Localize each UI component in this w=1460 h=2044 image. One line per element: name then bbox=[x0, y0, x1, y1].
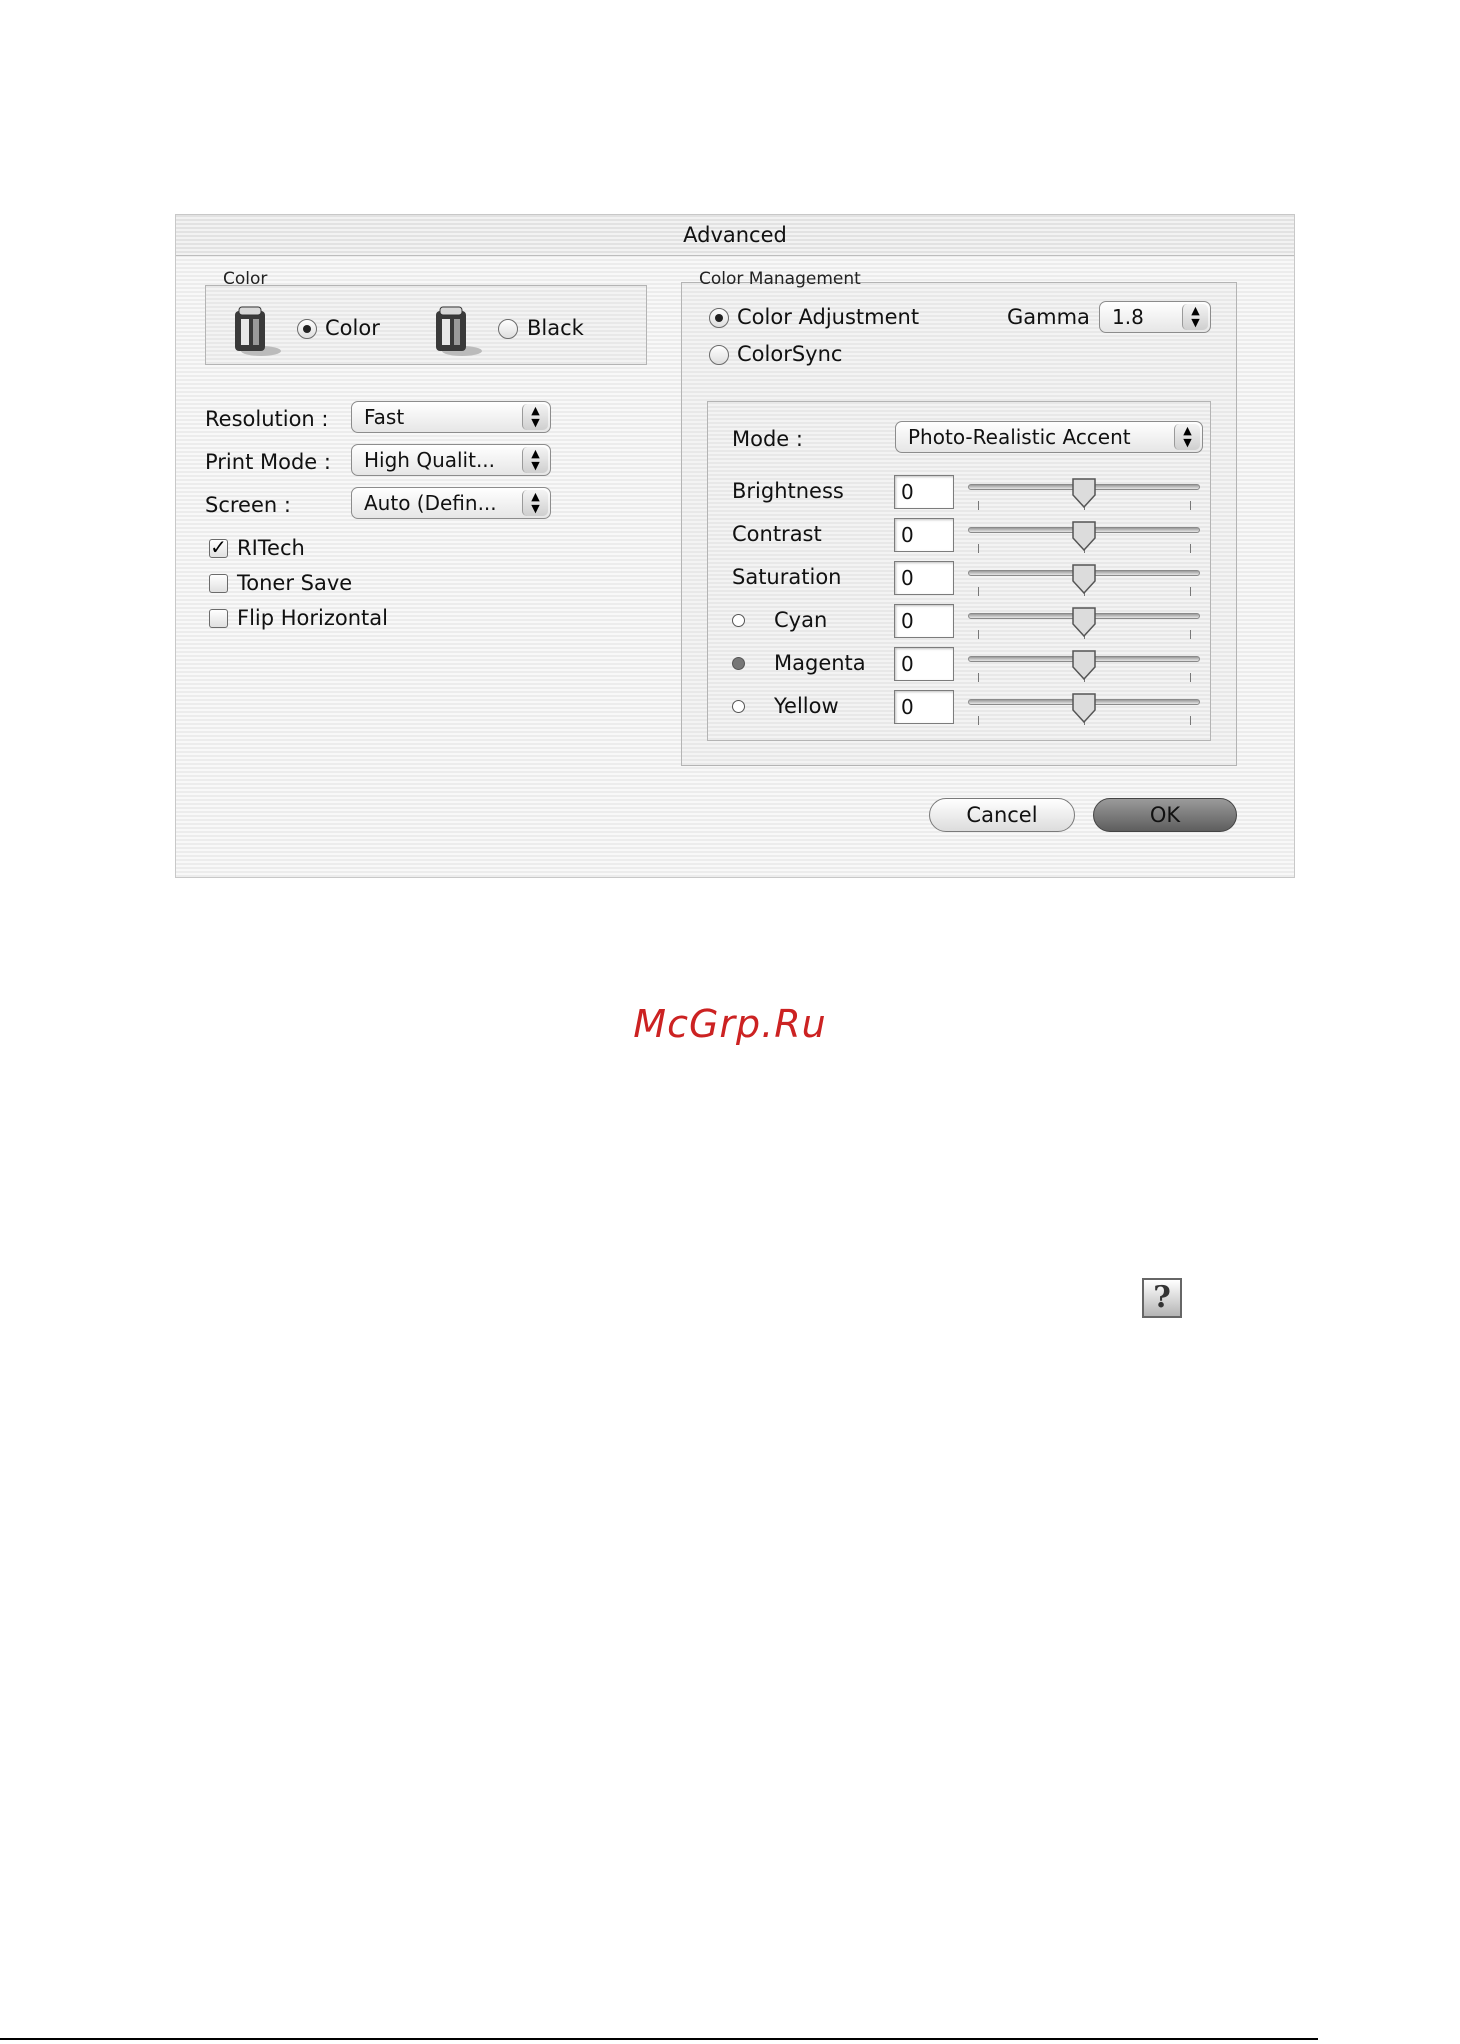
brightness-label: Brightness bbox=[732, 479, 844, 503]
contrast-value-field[interactable]: 0 bbox=[894, 518, 954, 552]
popup-arrows-icon: ▲ ▼ bbox=[522, 404, 548, 430]
color-adjustment-radio[interactable] bbox=[709, 308, 729, 328]
color-adjustment-label: Color Adjustment bbox=[737, 305, 920, 329]
slider-tick bbox=[1190, 630, 1191, 639]
slider-thumb-icon[interactable] bbox=[1071, 520, 1097, 552]
cyan-label: Cyan bbox=[774, 608, 828, 632]
gamma-label: Gamma bbox=[1007, 305, 1090, 329]
magenta-indicator-icon[interactable] bbox=[732, 657, 745, 670]
ok-button[interactable]: OK bbox=[1093, 798, 1237, 832]
brightness-slider[interactable] bbox=[968, 477, 1200, 519]
mode-value: Photo-Realistic Accent bbox=[908, 425, 1131, 449]
yellow-value-field[interactable]: 0 bbox=[894, 690, 954, 724]
flip-horizontal-label: Flip Horizontal bbox=[237, 606, 388, 630]
magenta-value-field[interactable]: 0 bbox=[894, 647, 954, 681]
ritech-label: RITech bbox=[237, 536, 305, 560]
magenta-label: Magenta bbox=[774, 651, 866, 675]
black-radio[interactable] bbox=[498, 319, 518, 339]
color-radio[interactable] bbox=[297, 319, 317, 339]
print-mode-popup[interactable] bbox=[351, 444, 551, 476]
slider-tick bbox=[978, 716, 979, 725]
gamma-value: 1.8 bbox=[1112, 305, 1144, 329]
slider-tick bbox=[978, 630, 979, 639]
black-radio-label: Black bbox=[527, 316, 584, 340]
colorsync-label: ColorSync bbox=[737, 342, 843, 366]
saturation-value-field[interactable]: 0 bbox=[894, 561, 954, 595]
watermark-text: McGrp.Ru bbox=[633, 1002, 827, 1046]
screen-value: Auto (Defin... bbox=[364, 491, 497, 515]
screen-popup[interactable] bbox=[351, 487, 551, 519]
saturation-label: Saturation bbox=[732, 565, 842, 589]
print-mode-label: Print Mode : bbox=[205, 450, 331, 474]
ink-cartridge-color-icon bbox=[231, 303, 285, 357]
slider-tick bbox=[1190, 501, 1191, 510]
flip-horizontal-checkbox[interactable] bbox=[209, 609, 228, 628]
slider-tick bbox=[978, 587, 979, 596]
slider-tick bbox=[978, 544, 979, 553]
ritech-checkbox[interactable]: ✓ bbox=[210, 535, 227, 559]
mode-label: Mode : bbox=[732, 427, 803, 451]
cancel-button[interactable]: Cancel bbox=[929, 798, 1075, 832]
advanced-dialog bbox=[175, 214, 1295, 878]
slider-thumb-icon[interactable] bbox=[1071, 649, 1097, 681]
slider-thumb-icon[interactable] bbox=[1071, 477, 1097, 509]
resolution-label: Resolution : bbox=[205, 407, 329, 431]
cyan-indicator-icon[interactable] bbox=[732, 614, 745, 627]
slider-thumb-icon[interactable] bbox=[1071, 563, 1097, 595]
gamma-popup[interactable] bbox=[1099, 301, 1211, 333]
cyan-value-field[interactable]: 0 bbox=[894, 604, 954, 638]
popup-arrows-icon: ▲ ▼ bbox=[1174, 424, 1200, 450]
slider-tick bbox=[1190, 587, 1191, 596]
ink-cartridge-black-icon bbox=[432, 303, 486, 357]
slider-tick bbox=[1190, 544, 1191, 553]
slider-thumb-icon[interactable] bbox=[1071, 606, 1097, 638]
resolution-popup[interactable] bbox=[351, 401, 551, 433]
page-bottom-rule bbox=[0, 2038, 1318, 2040]
colorsync-radio[interactable] bbox=[709, 345, 729, 365]
print-mode-value: High Qualit... bbox=[364, 448, 496, 472]
popup-arrows-icon: ▲ ▼ bbox=[522, 490, 548, 516]
popup-arrows-icon: ▲ ▼ bbox=[522, 447, 548, 473]
yellow-slider[interactable] bbox=[968, 692, 1200, 734]
resolution-value: Fast bbox=[364, 405, 405, 429]
color-group-label: Color bbox=[223, 269, 268, 289]
dialog-title: Advanced bbox=[176, 215, 1294, 256]
color-management-group-label: Color Management bbox=[699, 269, 861, 289]
yellow-indicator-icon[interactable] bbox=[732, 700, 745, 713]
screen-label: Screen : bbox=[205, 493, 291, 517]
slider-tick bbox=[1190, 716, 1191, 725]
yellow-label: Yellow bbox=[774, 694, 839, 718]
mode-popup[interactable] bbox=[895, 421, 1203, 453]
toner-save-label: Toner Save bbox=[237, 571, 353, 595]
saturation-slider[interactable] bbox=[968, 563, 1200, 605]
slider-tick bbox=[978, 673, 979, 682]
magenta-slider[interactable] bbox=[968, 649, 1200, 691]
brightness-value-field[interactable]: 0 bbox=[894, 475, 954, 509]
slider-tick bbox=[978, 501, 979, 510]
color-radio-label: Color bbox=[325, 316, 380, 340]
contrast-label: Contrast bbox=[732, 522, 822, 546]
cyan-slider[interactable] bbox=[968, 606, 1200, 648]
slider-tick bbox=[1190, 673, 1191, 682]
popup-arrows-icon: ▲ ▼ bbox=[1182, 304, 1208, 330]
contrast-slider[interactable] bbox=[968, 520, 1200, 562]
slider-thumb-icon[interactable] bbox=[1071, 692, 1097, 724]
toner-save-checkbox[interactable] bbox=[209, 574, 228, 593]
help-icon[interactable]: ? bbox=[1142, 1278, 1182, 1318]
